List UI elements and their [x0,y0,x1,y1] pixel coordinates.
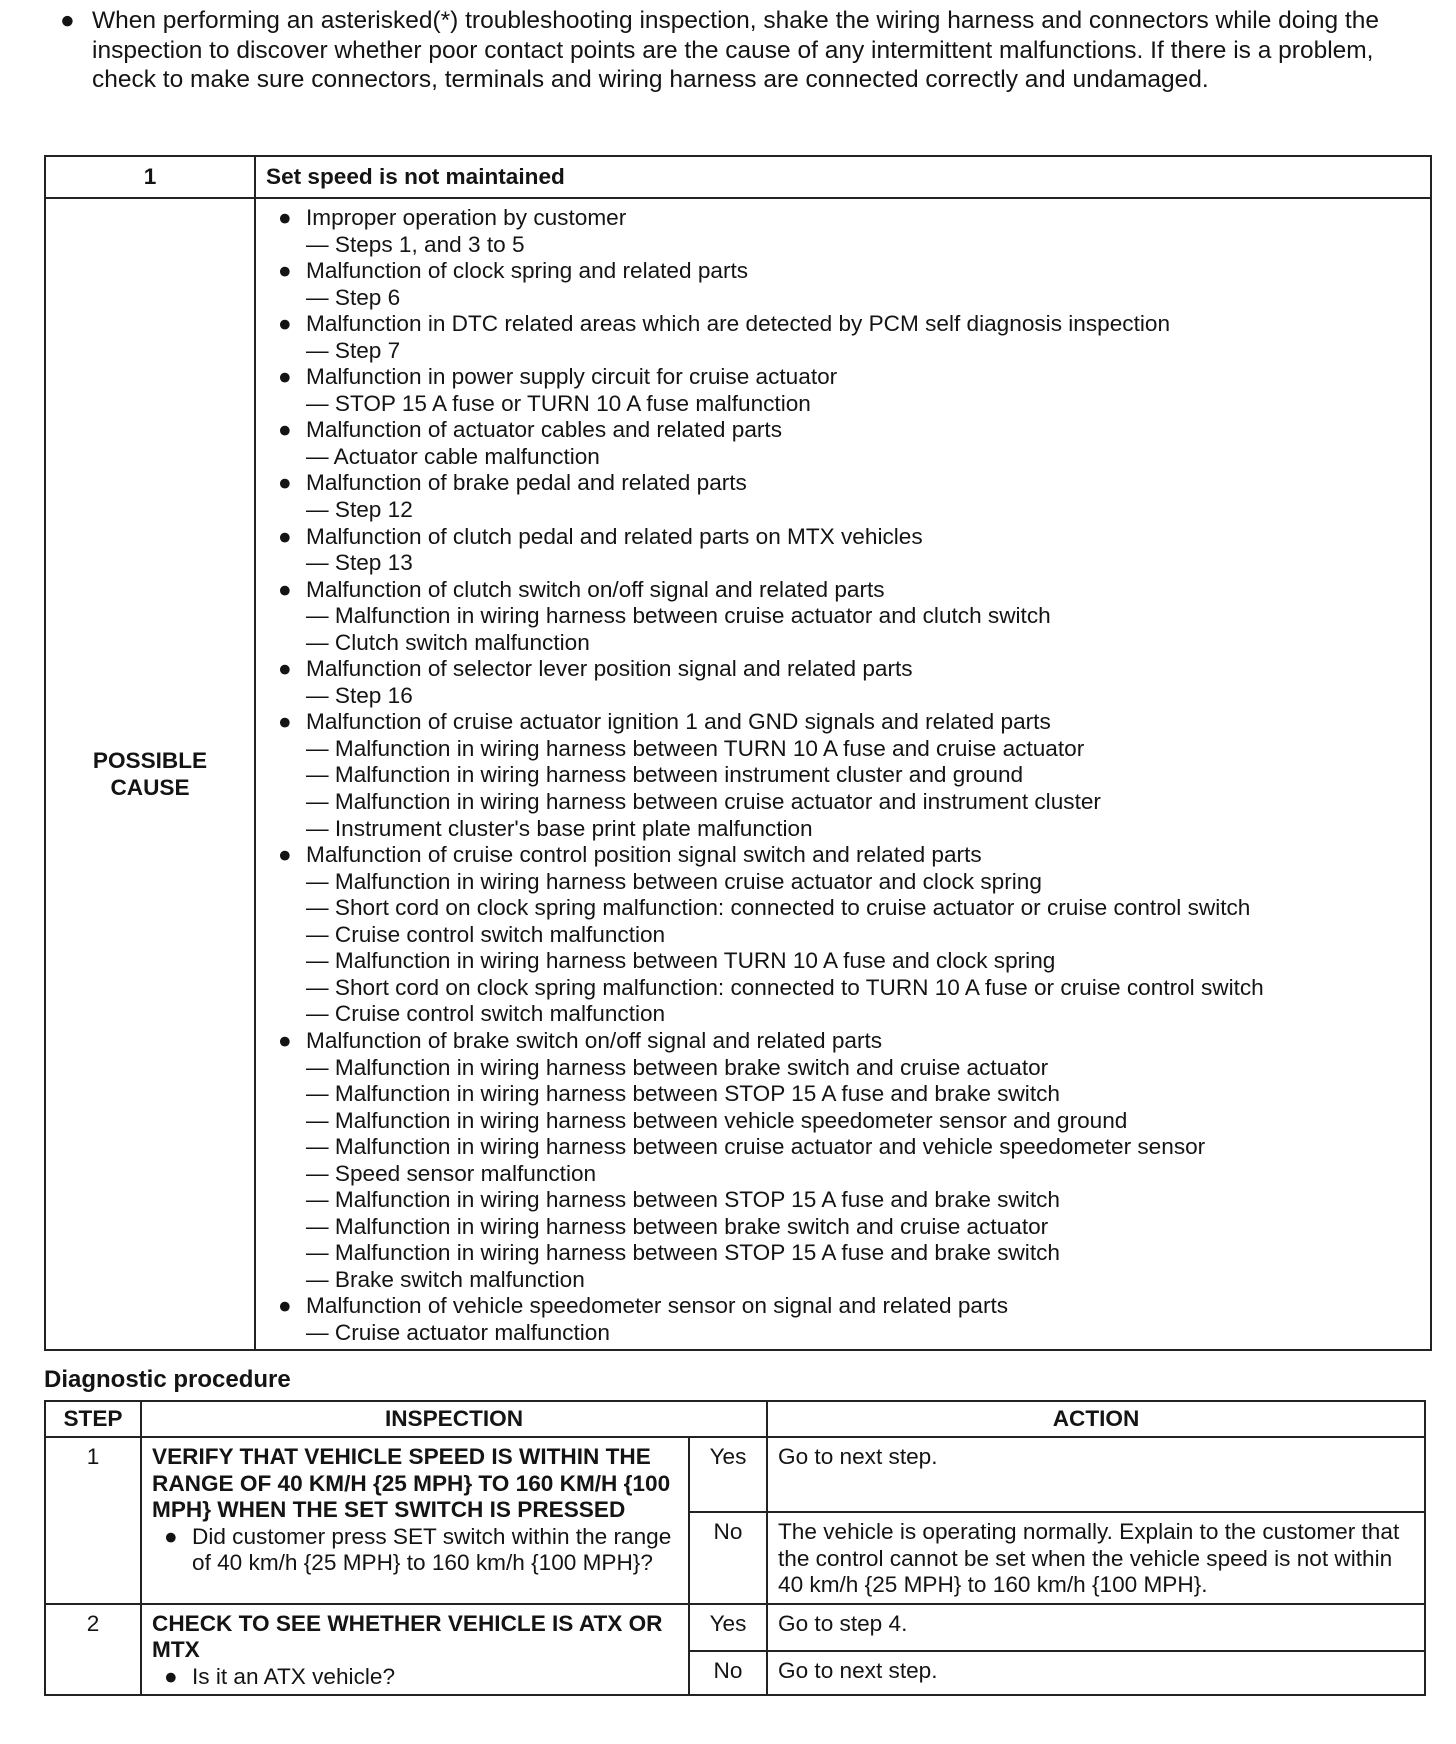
bullet-icon: ● [164,1663,178,1689]
cause-sub-item: — Malfunction in wiring harness between cruise actuator and instrument cluster [306,789,1101,815]
cause-item [268,417,1430,470]
cause-text: Malfunction of vehicle speedometer sensor on signal and related parts [306,1293,1009,1319]
cause-sub-item: — Malfunction in wiring harness between STOP 15 A fuse and brake switch [306,1240,1060,1266]
bullet-icon: ● [278,523,292,549]
inspection-cell [141,1437,689,1604]
cause-sub-item: — Actuator cable malfunction [306,443,600,469]
cause-sub-item: — Malfunction in wiring harness between vehicle speedometer sensor and ground [306,1107,1128,1133]
yes-action: Go to next step. [767,1437,1425,1512]
cause-sub-item: — Short cord on clock spring malfunction: connected to cruise actuator or cruise control switch [306,895,1251,921]
cause-sub-item: — Malfunction in wiring harness between brake switch and cruise actuator [306,1213,1049,1239]
yes-action: Go to step 4. [767,1604,1425,1651]
no-action: Go to next step. [767,1651,1425,1696]
cause-sub-item: — Cruise actuator malfunction [306,1319,610,1345]
inspection-question: CHECK TO SEE WHETHER VEHICLE IS ATX OR MTX [152,1610,663,1662]
cause-text: Malfunction of selector lever position signal and related parts [306,656,913,682]
cause-sub-item: — Step 6 [306,284,401,310]
cause-sub-item: — Instrument cluster's base print plate malfunction [306,815,813,841]
inspection-sub [152,1524,680,1577]
cause-item [268,364,1430,417]
symptom-number: 1 [45,156,255,198]
diagnostic-header-row [45,1401,1425,1437]
yes-label: Yes [689,1604,767,1651]
no-label: No [689,1651,767,1696]
bullet-icon: ● [278,417,292,443]
possible-cause-label-line2: CAUSE [110,774,190,800]
cause-sub-item: — Step 16 [306,682,413,708]
possible-cause-list [268,205,1430,1347]
bullet-icon: ● [278,311,292,337]
cause-text: Malfunction in DTC related areas which are detected by PCM self diagnosis inspection [306,311,1171,337]
bullet-icon: ● [278,656,292,682]
cause-item [268,1028,1430,1293]
inspection-sub-text: Did customer press SET switch within the range of 40 km/h {25 MPH} to 160 km/h {100 MPH}? [192,1523,672,1575]
cause-item [268,1293,1430,1346]
cause-sub-item: — Malfunction in wiring harness between brake switch and cruise actuator [306,1054,1049,1080]
possible-cause-table [44,155,1432,1351]
diagnostic-row [45,1437,1425,1512]
bullet-icon: ● [60,7,75,34]
cause-item [268,577,1430,657]
header-inspection: INSPECTION [141,1401,767,1437]
cause-sub-item: — Malfunction in wiring harness between TURN 10 A fuse and clock spring [306,948,1056,974]
diagnostic-row [45,1604,1425,1651]
yes-label: Yes [689,1437,767,1512]
cause-sub-item: — Malfunction in wiring harness between TURN 10 A fuse and cruise actuator [306,735,1085,761]
bullet-icon: ● [278,364,292,390]
intro-note [60,6,1420,95]
cause-text: Malfunction of cruise actuator ignition 1 and GND signals and related parts [306,709,1051,735]
cause-sub-item: — Cruise control switch malfunction [306,1001,666,1027]
bullet-icon: ● [164,1523,178,1549]
inspection-question: VERIFY THAT VEHICLE SPEED IS WITHIN THE RANGE OF 40 KM/H {25 MPH} TO 160 KM/H {100 MPH} WHEN THE SET SWITCH IS PRESSED [152,1444,671,1522]
possible-cause-label [45,198,255,1350]
cause-sub-item: — Clutch switch malfunction [306,629,590,655]
bullet-icon: ● [278,842,292,868]
cause-text: Malfunction in power supply circuit for cruise actuator [306,364,838,390]
cause-text: Malfunction of brake pedal and related parts [306,470,747,496]
diagnostic-table [44,1400,1426,1696]
diagnostic-steps [45,1437,1425,1695]
bullet-icon: ● [278,1027,292,1053]
cause-text: Improper operation by customer [306,205,627,230]
cause-item [268,656,1430,709]
cause-text: Malfunction of clock spring and related parts [306,258,749,284]
cause-text: Malfunction of brake switch on/off signal and related parts [306,1027,883,1053]
cause-item [268,842,1430,1028]
cause-sub-item: — Short cord on clock spring malfunction: connected to TURN 10 A fuse or cruise control switch [306,974,1264,1000]
diagnostic-procedure-title: Diagnostic procedure [44,1366,291,1393]
symptom-title: Set speed is not maintained [255,156,1431,198]
no-action: The vehicle is operating normally. Explain to the customer that the control cannot be set when the vehicle speed is not within 40 km/h {25 MPH} to 160 km/h {100 MPH}. [767,1512,1425,1604]
inspection-sub [152,1664,680,1691]
cause-item [268,524,1430,577]
step-number: 1 [45,1437,141,1604]
cause-text: Malfunction of clutch switch on/off signal and related parts [306,576,885,602]
cause-sub-item: — Brake switch malfunction [306,1266,585,1292]
cause-item [268,311,1430,364]
cause-item [268,258,1430,311]
cause-sub-item: — Malfunction in wiring harness between cruise actuator and clock spring [306,868,1042,894]
cause-sub-item: — Malfunction in wiring harness between cruise actuator and clutch switch [306,603,1051,629]
header-step: STEP [45,1401,141,1437]
cause-sub-item: — Malfunction in wiring harness between STOP 15 A fuse and brake switch [306,1187,1060,1213]
cause-sub-item: — STOP 15 A fuse or TURN 10 A fuse malfunction [306,390,811,416]
cause-sub-item: — Malfunction in wiring harness between STOP 15 A fuse and brake switch [306,1081,1060,1107]
bullet-icon: ● [278,576,292,602]
cause-sub-item: — Step 12 [306,497,413,523]
cause-text: Malfunction of clutch pedal and related parts on MTX vehicles [306,523,923,549]
bullet-icon: ● [278,258,292,284]
inspection-cell [141,1604,689,1696]
intro-text: When performing an asterisked(*) troubleshooting inspection, shake the wiring harness and connectors while doing the inspection to discover whether poor contact points are the cause of any intermittent malfunctions. If there is a problem, check to make sure connectors, terminals and wiring harness are connected correctly and undamaged. [92,7,1379,93]
no-label: No [689,1512,767,1604]
cause-sub-item: — Malfunction in wiring harness between cruise actuator and vehicle speedometer sensor [306,1134,1206,1160]
cause-item [268,470,1430,523]
cause-sub-item: — Step 7 [306,337,401,363]
cause-sub-item: — Cruise control switch malfunction [306,921,666,947]
bullet-icon: ● [278,470,292,496]
cause-text: Malfunction of cruise control position signal switch and related parts [306,842,982,868]
inspection-sub-text: Is it an ATX vehicle? [192,1663,396,1689]
step-number: 2 [45,1604,141,1696]
cause-sub-item: — Speed sensor malfunction [306,1160,597,1186]
bullet-icon: ● [278,709,292,735]
cause-sub-item: — Steps 1, and 3 to 5 [306,231,525,257]
possible-cause-label-line1: POSSIBLE [92,747,208,773]
cause-text: Malfunction of actuator cables and related parts [306,417,783,443]
cause-sub-item: — Malfunction in wiring harness between instrument cluster and ground [306,762,1024,788]
cause-sub-item: — Step 13 [306,550,413,576]
bullet-icon: ● [278,205,292,230]
possible-cause-list-cell [255,198,1431,1350]
bullet-icon: ● [278,1293,292,1319]
header-action: ACTION [767,1401,1425,1437]
cause-item [268,709,1430,842]
cause-item [268,205,1430,258]
